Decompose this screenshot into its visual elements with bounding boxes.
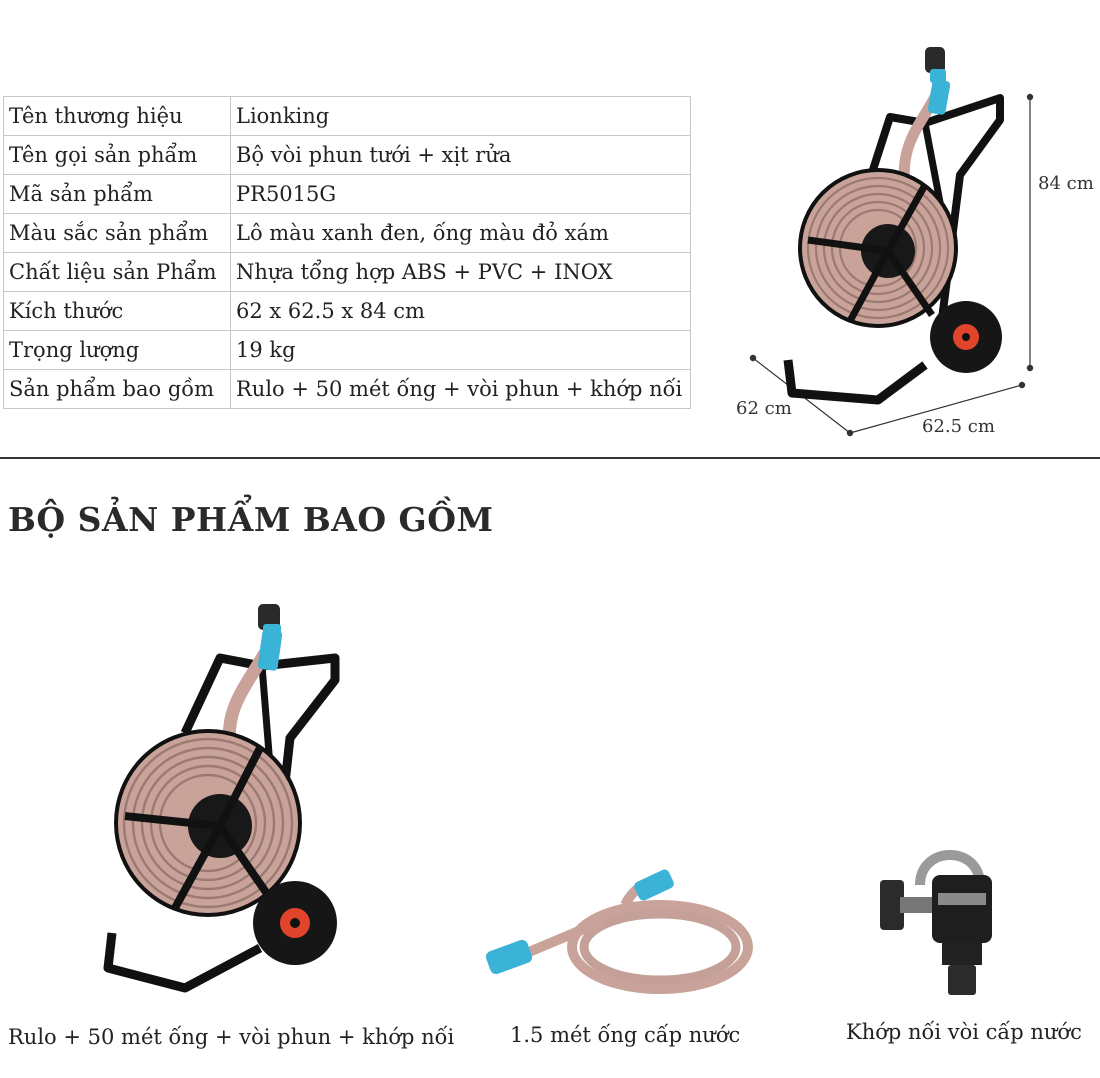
section-title: BỘ SẢN PHẨM BAO GỒM [8, 500, 494, 539]
dimension-width-label: 62.5 cm [922, 416, 995, 437]
spec-row [4, 331, 691, 370]
spec-label: Mã sản phẩm [4, 175, 231, 214]
section-divider [0, 457, 1100, 459]
spec-value: Lionking [231, 97, 691, 136]
hose-coil-image [475, 875, 765, 1005]
spec-label: Màu sắc sản phẩm [4, 214, 231, 253]
spec-table [3, 96, 691, 409]
spec-label: Chất liệu sản Phẩm [4, 253, 231, 292]
dimension-height-label: 84 cm [1038, 173, 1094, 194]
spec-label: Kích thước [4, 292, 231, 331]
item-caption-connector: Khớp nối vòi cấp nước [846, 1020, 1082, 1044]
spec-label: Tên gọi sản phẩm [4, 136, 231, 175]
spec-value: PR5015G [231, 175, 691, 214]
spec-row [4, 97, 691, 136]
dimension-depth-label: 62 cm [736, 398, 792, 419]
hose-reel-cart-dimension-image [720, 35, 1100, 445]
spec-label: Sản phẩm bao gồm [4, 370, 231, 409]
tap-connector-image [870, 835, 1000, 1005]
item-caption-reel: Rulo + 50 mét ống + vòi phun + khớp nối [8, 1025, 455, 1049]
spec-label: Trọng lượng [4, 331, 231, 370]
spec-value: Bộ vòi phun tưới + xịt rửa [231, 136, 691, 175]
spec-value: 19 kg [231, 331, 691, 370]
hose-reel-cart-image [90, 598, 370, 1008]
spec-value: Lô màu xanh đen, ống màu đỏ xám [231, 214, 691, 253]
spec-row [4, 253, 691, 292]
spec-value: Nhựa tổng hợp ABS + PVC + INOX [231, 253, 691, 292]
spec-row [4, 370, 691, 409]
spec-row [4, 136, 691, 175]
spec-value: Rulo + 50 mét ống + vòi phun + khớp nối [231, 370, 691, 409]
spec-label: Tên thương hiệu [4, 97, 231, 136]
spec-row [4, 214, 691, 253]
item-caption-hose: 1.5 mét ống cấp nước [510, 1023, 741, 1047]
spec-row [4, 175, 691, 214]
spec-row [4, 292, 691, 331]
spec-value: 62 x 62.5 x 84 cm [231, 292, 691, 331]
